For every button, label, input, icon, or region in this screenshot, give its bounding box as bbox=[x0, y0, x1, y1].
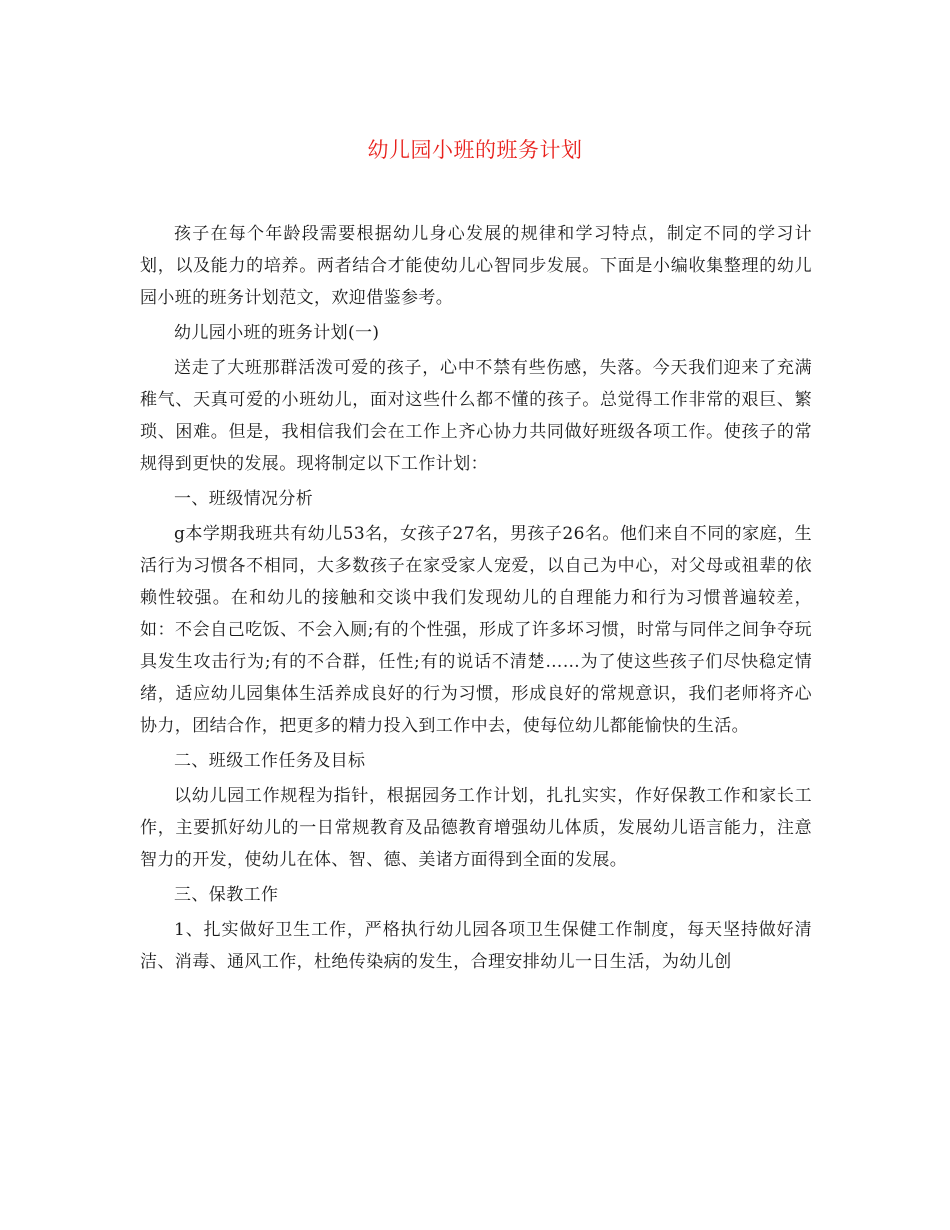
body-paragraph: 1、扎实做好卫生工作，严格执行幼儿园各项卫生保健工作制度，每天坚持做好清洁、消毒、通风工作，杜绝传染病的发生，合理安排幼儿一日生活，为幼儿创 bbox=[140, 920, 812, 972]
document-title: 幼儿园小班的班务计划 bbox=[367, 138, 583, 162]
intro-paragraph: 孩子在每个年龄段需要根据幼儿身心发展的规律和学习特点，制定不同的学习计划，以及能力的培养。两者结合才能使幼儿心智同步发展。下面是小编收集整理的幼儿园小班的班务计划范文，欢迎借鉴参考。 bbox=[140, 224, 812, 308]
body-paragraph: g本学期我班共有幼儿53名，女孩子27名，男孩子26名。他们来自不同的家庭，生活行为习惯各不相同，大多数孩子在家受家人宠爱，以自己为中心，对父母或祖辈的依赖性较强。在和幼儿的接触和交谈中我们发现幼儿的自理能力和行为习惯普遍较差，如：不会自己吃饭、不会入厕;有的个性强，形成了许多坏习惯，时常与同伴之间争夺玩具发生攻击行为;有的不合群，任性;有的说话不清楚……为了使这些孩子们尽快稳定情绪，适应幼儿园集体生活养成良好的行为习惯，形成良好的常规意识，我们老师将齐心协力，团结合作，把更多的精力投入到工作中去，使每位幼儿都能愉快的生活。 bbox=[140, 524, 812, 736]
section-heading-care-education: 三、保教工作 bbox=[174, 885, 279, 905]
body-paragraph: 送走了大班那群活泼可爱的孩子，心中不禁有些伤感，失落。今天我们迎来了充满稚气、天真可爱的小班幼儿，面对这些什么都不懂的孩子。总觉得工作非常的艰巨、繁琐、困难。但是，我相信我们会在工作上齐心协力共同做好班级各项工作。使孩子的常规得到更快的发展。现将制定以下工作计划： bbox=[140, 358, 812, 474]
body-paragraph: 以幼儿园工作规程为指针，根据园务工作计划，扎扎实实，作好保教工作和家长工作，主要抓好幼儿的一日常规教育及品德教育增强幼儿体质，发展幼儿语言能力，注意智力的开发，使幼儿在体、智、德、美诸方面得到全面的发展。 bbox=[140, 786, 812, 870]
section-heading-tasks-goals: 二、班级工作任务及目标 bbox=[174, 751, 366, 771]
document-body bbox=[140, 218, 812, 978]
section-heading-class-analysis: 一、班级情况分析 bbox=[174, 489, 314, 509]
section-title-plan-one: 幼儿园小班的班务计划(一) bbox=[174, 323, 380, 343]
